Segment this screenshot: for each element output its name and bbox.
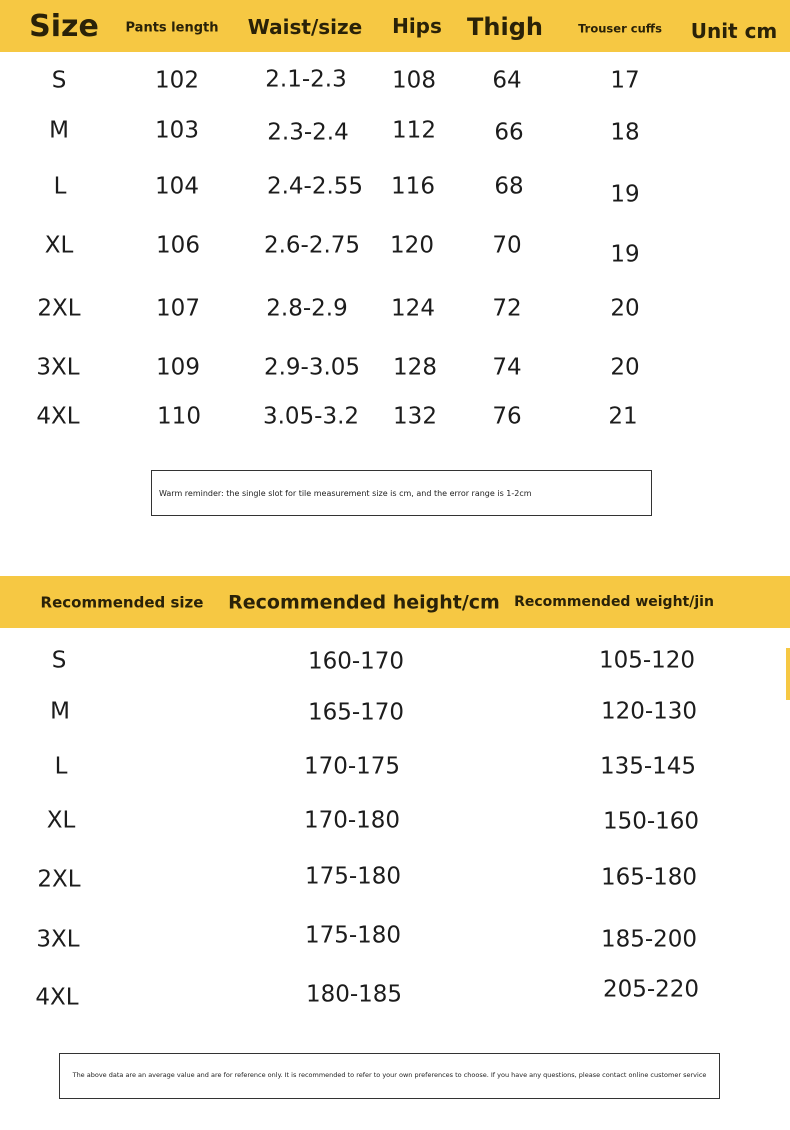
cell-hips: 128 xyxy=(393,354,437,381)
header-recommended-weight: Recommended weight/jin xyxy=(514,594,714,610)
header-unit: Unit cm xyxy=(690,19,778,43)
header-recommended-height: Recommended height/cm xyxy=(228,591,500,614)
cell-trouser-cuffs: 19 xyxy=(610,181,640,208)
cell-pants-length: 107 xyxy=(156,295,200,322)
cell-waist: 2.1-2.3 xyxy=(265,66,347,93)
cell-size: 3XL xyxy=(36,926,80,953)
cell-weight: 120-130 xyxy=(600,698,698,725)
cell-height: 170-175 xyxy=(303,753,401,780)
cell-weight: 205-220 xyxy=(602,976,700,1003)
cell-thigh: 74 xyxy=(492,354,522,381)
cell-waist: 2.8-2.9 xyxy=(266,295,348,322)
cell-size: 2XL xyxy=(37,866,81,893)
cell-height: 175-180 xyxy=(304,863,402,890)
cell-size: S xyxy=(51,647,67,674)
reference-note-text: The above data are an average value and are for reference only. It is recommended to refer to your own preferences to choose. If you have any questions, please contact online customer service xyxy=(72,1071,707,1080)
cell-pants-length: 110 xyxy=(157,403,201,430)
cell-trouser-cuffs: 18 xyxy=(610,119,640,146)
warm-reminder-text: Warm reminder: the single slot for tile measurement size is cm, and the error range is 1-2cm xyxy=(159,488,532,498)
cell-pants-length: 103 xyxy=(155,117,199,144)
cell-pants-length: 104 xyxy=(155,173,199,200)
cell-waist: 2.9-3.05 xyxy=(263,354,361,381)
cell-trouser-cuffs: 21 xyxy=(608,403,638,430)
cell-size: L xyxy=(53,173,67,200)
header-hips: Hips xyxy=(392,14,442,38)
header-trouser-cuffs: Trouser cuffs xyxy=(578,21,662,36)
cell-hips: 120 xyxy=(390,232,434,259)
warm-reminder-box xyxy=(151,470,652,516)
cell-thigh: 76 xyxy=(492,403,522,430)
cell-hips: 116 xyxy=(391,173,435,200)
cell-size: XL xyxy=(44,232,74,259)
cell-size: M xyxy=(50,698,70,725)
cell-trouser-cuffs: 17 xyxy=(610,67,640,94)
cell-weight: 185-200 xyxy=(600,926,698,953)
cell-waist: 2.3-2.4 xyxy=(267,119,349,146)
cell-pants-length: 109 xyxy=(156,354,200,381)
header-recommended-size: Recommended size xyxy=(40,593,204,612)
cell-thigh: 64 xyxy=(492,67,522,94)
cell-trouser-cuffs: 20 xyxy=(610,354,640,381)
cell-height: 180-185 xyxy=(305,981,403,1008)
cell-thigh: 70 xyxy=(492,232,522,259)
cell-waist: 3.05-3.2 xyxy=(262,403,360,430)
cell-thigh: 68 xyxy=(494,173,524,200)
cell-height: 175-180 xyxy=(304,922,402,949)
cell-weight: 165-180 xyxy=(600,864,698,891)
header-size: Size xyxy=(29,9,99,44)
cell-size: M xyxy=(49,117,69,144)
cell-trouser-cuffs: 20 xyxy=(610,295,640,322)
cell-hips: 112 xyxy=(392,117,436,144)
cell-size: XL xyxy=(46,807,76,834)
cell-weight: 150-160 xyxy=(602,808,700,835)
cell-height: 160-170 xyxy=(307,648,405,675)
cell-size: 3XL xyxy=(36,354,80,381)
cell-pants-length: 102 xyxy=(155,67,199,94)
cell-weight: 105-120 xyxy=(598,647,696,674)
cell-hips: 132 xyxy=(393,403,437,430)
cell-thigh: 72 xyxy=(492,295,522,322)
cell-thigh: 66 xyxy=(494,119,524,146)
cell-size: 4XL xyxy=(36,403,80,430)
cell-size: 4XL xyxy=(35,984,79,1011)
cell-hips: 124 xyxy=(391,295,435,322)
cell-height: 165-170 xyxy=(307,699,405,726)
cell-pants-length: 106 xyxy=(156,232,200,259)
header-waist: Waist/size xyxy=(247,15,363,39)
cell-waist: 2.6-2.75 xyxy=(263,232,361,259)
cell-trouser-cuffs: 19 xyxy=(610,241,640,268)
reference-note-box xyxy=(59,1053,720,1099)
cell-height: 170-180 xyxy=(303,807,401,834)
cell-hips: 108 xyxy=(392,67,436,94)
header-pants-length: Pants length xyxy=(125,20,219,36)
edge-accent xyxy=(786,648,790,700)
cell-size: 2XL xyxy=(37,295,81,322)
cell-size: L xyxy=(54,753,68,780)
header-thigh: Thigh xyxy=(467,13,543,41)
cell-waist: 2.4-2.55 xyxy=(266,173,364,200)
cell-size: S xyxy=(51,67,67,94)
cell-weight: 135-145 xyxy=(599,753,697,780)
